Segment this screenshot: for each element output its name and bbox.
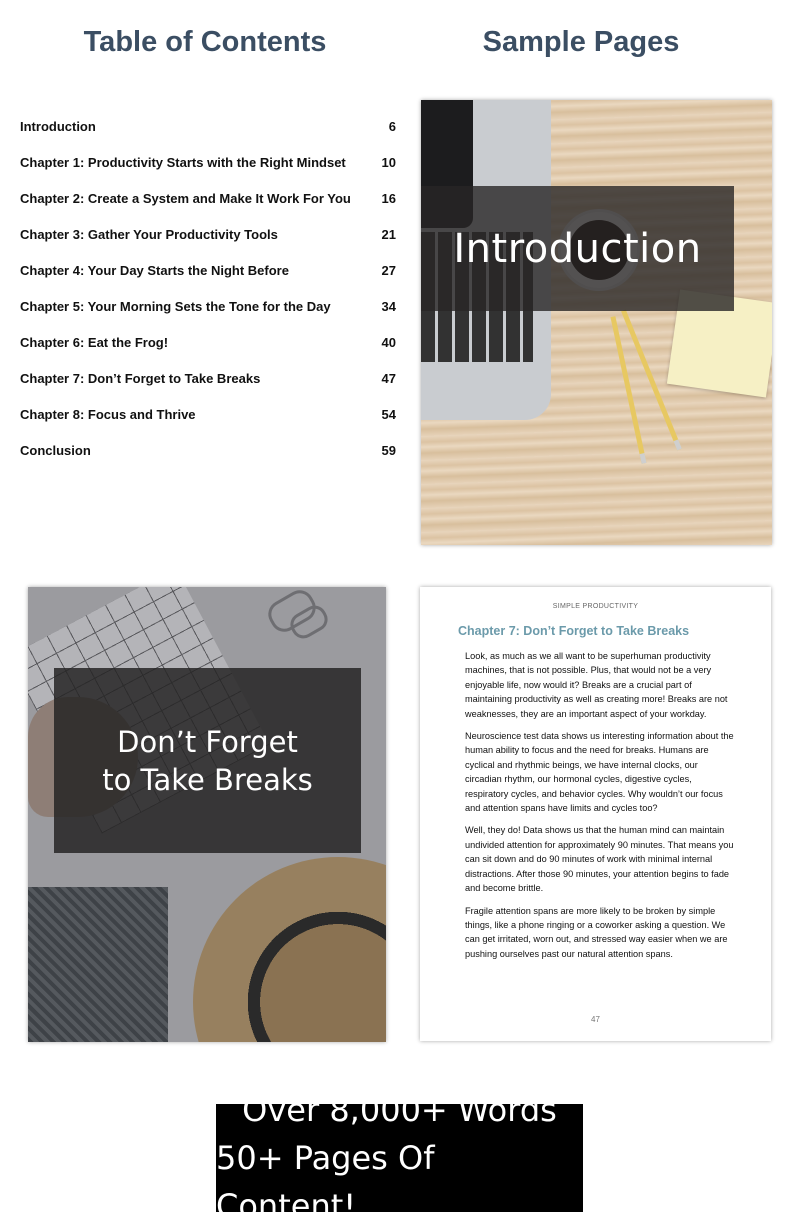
breaks-cover-page <box>28 587 386 1042</box>
paragraph: Well, they do! Data shows us that the human mind can maintain undivided attention for approximately 90 minutes. That means you can sit down and do 90 minutes of work with minimal internal distractions. After those 90 minutes, your attention begins to fade and become brittle. <box>465 825 734 894</box>
pencil-image <box>610 316 646 464</box>
intro-cover-title: Introduction <box>453 225 702 272</box>
chapter-body <box>465 649 737 969</box>
paragraph: Neuroscience test data shows us interesting information about the human ability to focus and the need for breaks. Humans are cyclical and rhythmic beings, we have internal clocks, our circadian rhythm, our hormonal cycles, digestive cycles, respiratory cycles, and behavior cycles. Why wouldn’t our focus and attention spans have limits and cycles too? <box>465 731 734 814</box>
toc-entry-page: 10 <box>381 154 396 170</box>
toc-entry-page: 6 <box>388 118 396 134</box>
toc-entry <box>20 216 396 252</box>
toc-entry-page: 47 <box>381 370 396 386</box>
content-banner <box>216 1091 583 1225</box>
toc-entry-page: 59 <box>381 442 396 458</box>
toc-entry <box>20 108 396 144</box>
toc-entry-title: Chapter 2: Create a System and Make It Work For You <box>20 190 351 206</box>
toc-entry <box>20 144 396 180</box>
toc-entry-title: Introduction <box>20 118 96 134</box>
paragraph: Fragile attention spans are more likely to be broken by simple things, like a phone ringing or a coworker asking a question. We can get irritated, worn out, and stressed way easier when we are pushing ourselves past our natural attention spans. <box>465 905 728 959</box>
banner-line2: 50+ Pages Of Content! <box>216 1139 435 1225</box>
toc-entry <box>20 180 396 216</box>
toc-entry-title: Chapter 8: Focus and Thrive <box>20 406 196 422</box>
breaks-title-box <box>54 668 361 853</box>
straw-hat-image <box>193 857 386 1042</box>
intro-cover-page <box>421 100 772 545</box>
toc-entry-page: 16 <box>381 190 396 206</box>
toc-entry-title: Conclusion <box>20 442 91 458</box>
toc-entry-title: Chapter 4: Your Day Starts the Night Before <box>20 262 289 278</box>
sleeve-image <box>28 887 168 1042</box>
toc-entry-title: Chapter 1: Productivity Starts with the Right Mindset <box>20 154 346 170</box>
toc-heading: Table of Contents <box>83 26 327 58</box>
toc-entry-title: Chapter 6: Eat the Frog! <box>20 334 169 350</box>
chapter-text-page <box>420 587 771 1041</box>
intro-title-box <box>421 186 734 311</box>
toc-entry <box>20 432 396 468</box>
chapter-title: Chapter 7: Don’t Forget to Take Breaks <box>458 624 690 638</box>
running-head: SIMPLE PRODUCTIVITY <box>552 603 639 610</box>
banner-line1: Over 8,000+ Words <box>242 1091 557 1129</box>
toc-entry <box>20 252 396 288</box>
toc-entry <box>20 324 396 360</box>
breaks-cover-title-line2: to Take Breaks <box>102 762 313 797</box>
page-number: 47 <box>591 1015 600 1024</box>
toc-entry-page: 34 <box>381 298 396 314</box>
toc-entry <box>20 396 396 432</box>
paragraph: Look, as much as we all want to be superhuman productivity machines, that is not possible. Plus, that would not be a very enjoyable life, now would it? Breaks are a crucial part of maintaining productivity as well as creating more! Breaks are not weaknesses, they are an important aspect of your workday. <box>465 651 728 719</box>
toc-entry <box>20 288 396 324</box>
toc-entry-page: 40 <box>381 334 396 350</box>
toc-entry-title: Chapter 3: Gather Your Productivity Tools <box>20 226 278 242</box>
toc-entry-title: Chapter 7: Don’t Forget to Take Breaks <box>20 370 261 386</box>
breaks-cover-title-line1: Don’t Forget <box>117 724 298 759</box>
toc-entry-page: 54 <box>381 406 396 422</box>
toc-entry-title: Chapter 5: Your Morning Sets the Tone for the Day <box>20 298 331 314</box>
table-of-contents <box>20 108 396 468</box>
toc-entry <box>20 360 396 396</box>
sample-pages-heading: Sample Pages <box>482 26 680 58</box>
toc-entry-page: 21 <box>381 226 396 242</box>
toc-entry-page: 27 <box>381 262 396 278</box>
